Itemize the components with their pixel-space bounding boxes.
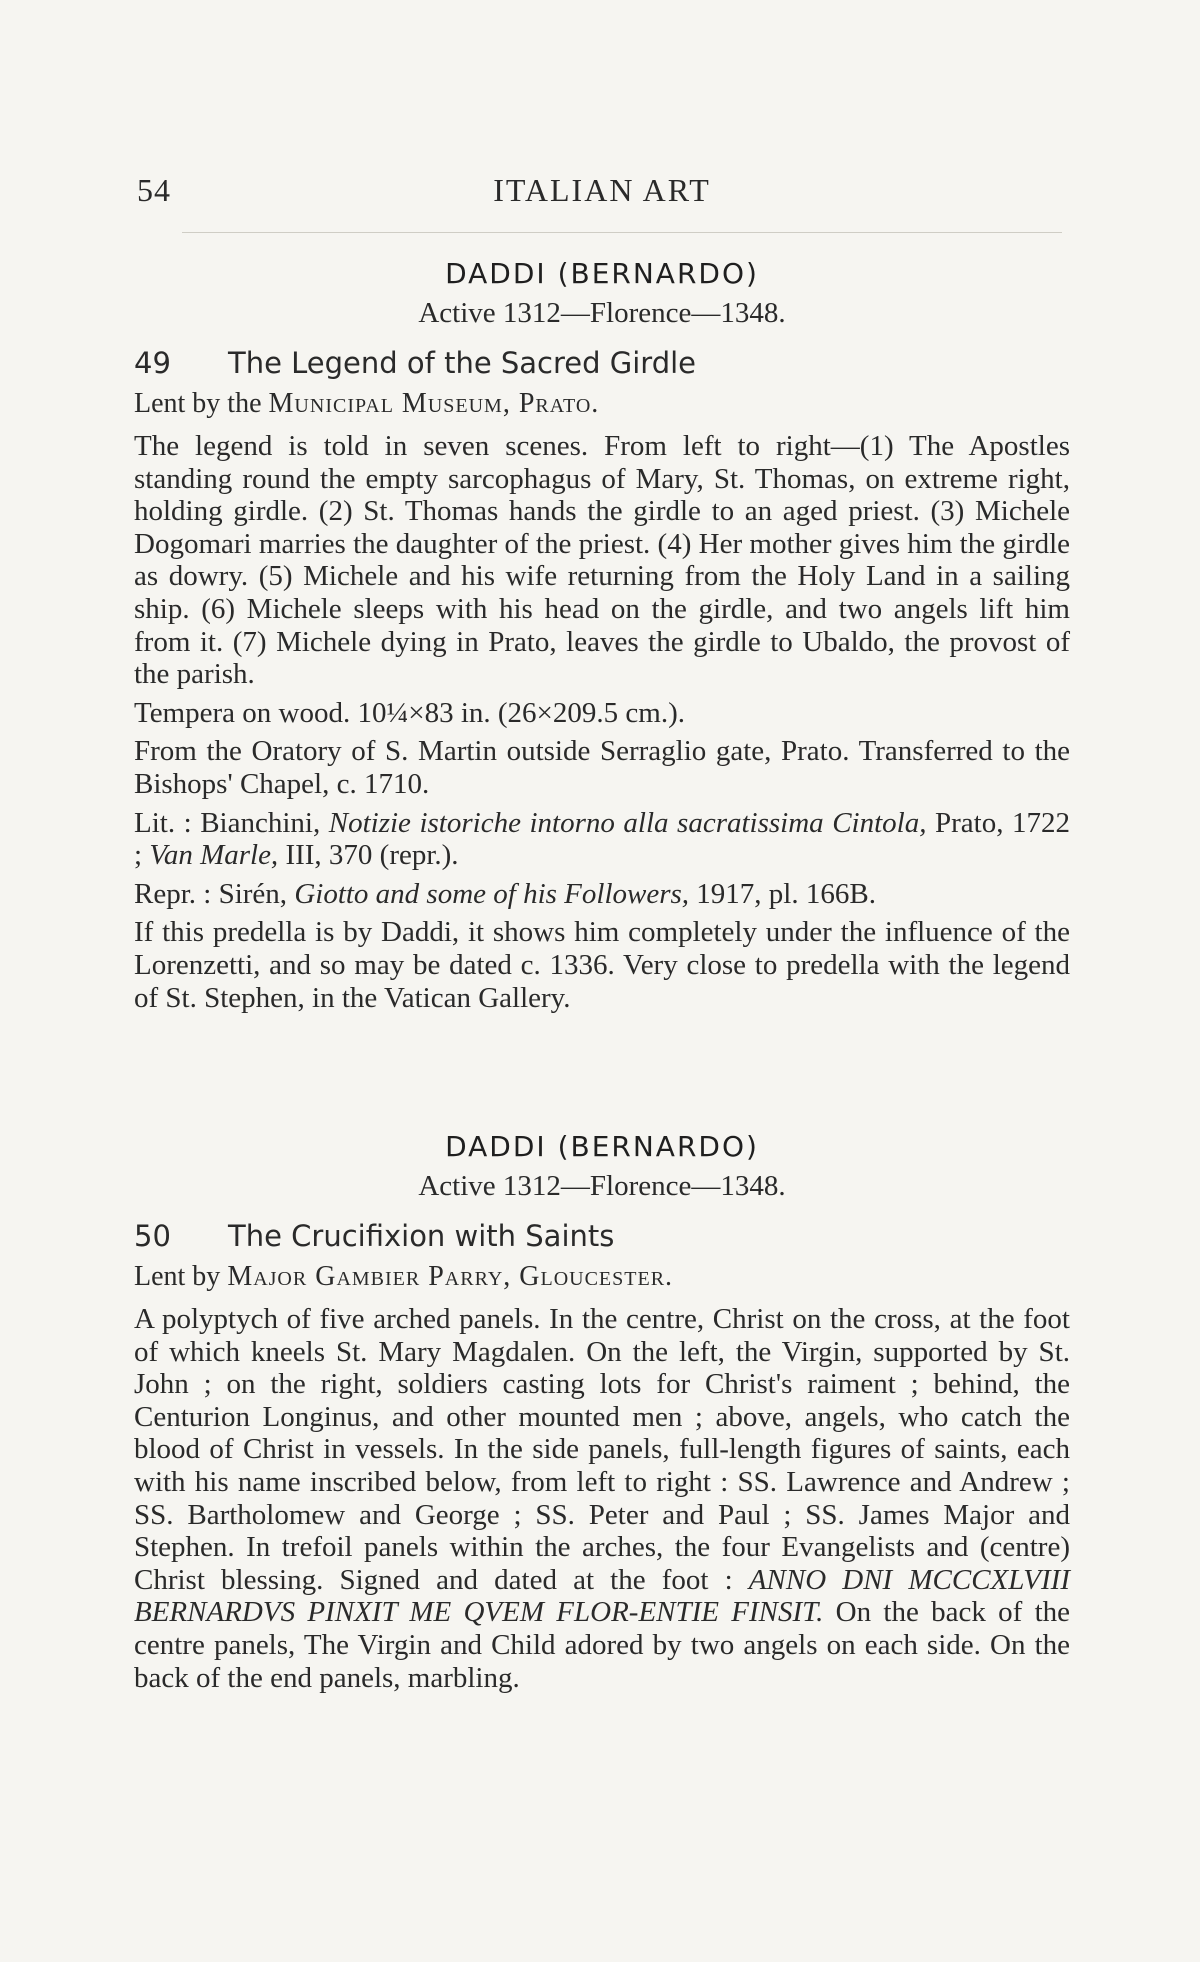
lit-author: Bianchini,: [200, 806, 321, 839]
lit-detail: Prato, 1722 ;: [134, 806, 1070, 872]
repr-detail: 1917, pl. 166B.: [696, 877, 876, 910]
repr-author: Sirén,: [218, 877, 288, 910]
running-header: [137, 168, 1067, 208]
medium-dimensions: Tempera on wood. 10¼×83 in. (26×209.5 cm.).: [134, 696, 685, 729]
lit-author: Van Marle,: [149, 839, 279, 872]
repr-title: Giotto and some of his Followers,: [294, 877, 690, 910]
reproduction: [134, 878, 1070, 911]
lit-label: Lit. :: [134, 806, 192, 839]
catalogue-entry: [134, 1127, 1070, 1694]
catalogue-number: 49: [134, 346, 171, 380]
lender-line: [134, 386, 1070, 422]
description-text: A polyptych of five arched panels. In the centre, Christ on the cross, at the foot of which kneels St. Mary Magdalen. On the left, the Virgin, supported by St. John ; on the right, soldiers casting lots for Christ's raiment ; behind, the Centurion Longinus, and other mounted men ; above, angels, who catch the blood of Christ in vessels. In the side panels, full-length figures of saints, each with his name inscribed below, from left to right : SS. Lawrence and Andrew ; SS. Bartholomew and George ; SS. Peter and Paul ; SS. James Major and Stephen. In trefoil panels within the arches, the four Evangelists and (centre) Christ blessing. Signed and dated at the foot :: [134, 1303, 1070, 1596]
repr-label: Repr. :: [134, 877, 212, 910]
entry-title-row: [134, 1213, 1070, 1259]
lender-name: Municipal Museum, Prato.: [268, 388, 600, 419]
lent-prefix: Lent by the: [134, 388, 262, 419]
artist-heading: DADDI (BERNARDO): [445, 257, 759, 290]
artist-dates: Active 1312—Florence—1348.: [418, 297, 786, 329]
artist-heading: DADDI (BERNARDO): [445, 1130, 759, 1163]
attribution-comment: If this predella is by Daddi, it shows him completely under the influence of the Lorenzetti, and so may be dated c. 1336. Very close to predella with the legend of St. Stephen, in the Vatican Gallery.: [134, 916, 1070, 1014]
work-title: The Legend of the Sacred Girdle: [228, 346, 697, 380]
artist-dates: Active 1312—Florence—1348.: [418, 1170, 786, 1202]
work-description: [134, 1303, 1070, 1694]
header-rule: [182, 232, 1062, 233]
lit-detail: III, 370 (repr.).: [285, 839, 459, 872]
provenance: From the Oratory of S. Martin outside Serraglio gate, Prato. Transferred to the Bishops' Chapel, c. 1710.: [134, 735, 1070, 800]
entry-title-row: [134, 340, 1070, 386]
catalogue-entry: [134, 254, 1070, 1014]
lent-prefix: Lent by: [134, 1261, 221, 1292]
work-description: The legend is told in seven scenes. From left to right—(1) The Apostles standing round the empty sarcophagus of Mary, St. Thomas, on extreme right, holding girdle. (2) St. Thomas hands the girdle to an aged priest. (3) Michele Dogomari marries the daughter of the priest. (4) Her mother gives him the girdle as dowry. (5) Michele and his wife returning from the Holy Land in a sailing ship. (6) Michele sleeps with his head on the girdle, and two angels lift him from it. (7) Michele dying in Prato, leaves the girdle to Ubaldo, the provost of the parish.: [134, 430, 1070, 691]
signature-inscription: ANNO DNI MCCCXLVIII BERNARDVS PINXIT ME QVEM FLOR-ENTIE FINSIT.: [134, 1563, 1070, 1629]
catalogue-number: 50: [134, 1219, 171, 1253]
lender-line: [134, 1259, 1070, 1295]
description-text: On the back of the centre panels, The Virgin and Child adored by two angels on each side. On the back of the end panels, marbling.: [134, 1596, 1070, 1694]
work-title: The Crucifixion with Saints: [228, 1219, 615, 1253]
page-number: 54: [137, 172, 171, 208]
running-title: ITALIAN ART: [493, 172, 711, 208]
lender-name: Major Gambier Parry, Gloucester.: [227, 1261, 674, 1292]
literature: [134, 807, 1070, 872]
lit-title: Notizie istoriche intorno alla sacratissima Cintola,: [328, 806, 927, 839]
